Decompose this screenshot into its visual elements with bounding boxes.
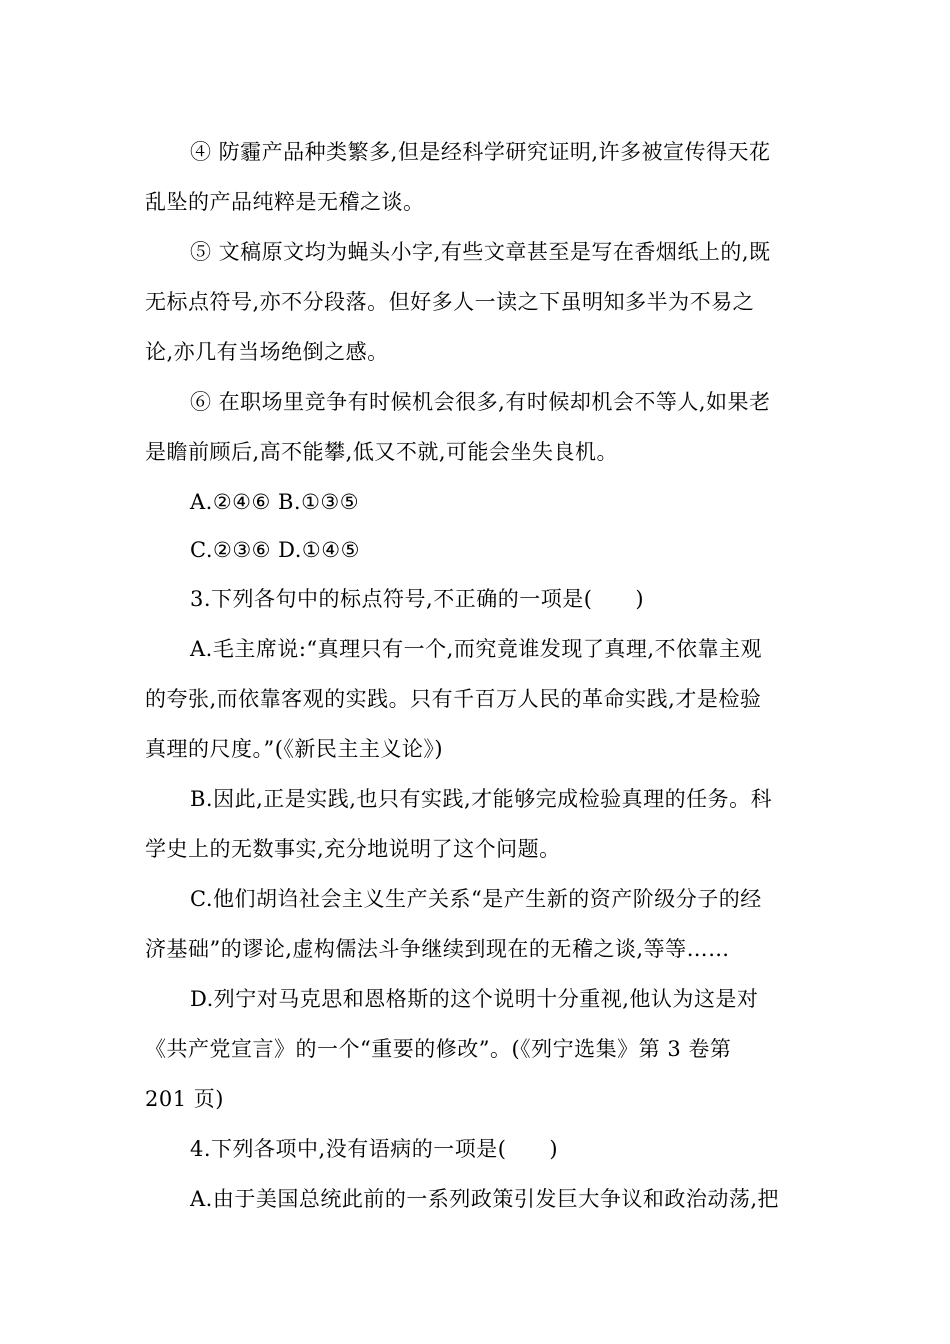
option-line-2: C.②③⑥ D.①④⑤ [190, 538, 360, 562]
question-4-title: 4.下列各项中,没有语病的一项是( ) [190, 1137, 559, 1161]
text-line-12: 的夸张,而依靠客观的实践。只有千百万人民的革命实践,才是检验 [145, 687, 762, 711]
text-line-17: 济基础”的谬论,虚构儒法斗争继续到现在的无稽之谈,等等…… [145, 937, 730, 961]
text-line-14: B.因此,正是实践,也只有实践,才能够完成检验真理的任务。科 [190, 787, 773, 811]
text-line-22: A.由于美国总统此前的一系列政策引发巨大争议和政治动荡,把 [190, 1187, 780, 1211]
option-line-1: A.②④⑥ B.①③⑤ [190, 490, 360, 514]
text-line-5: 论,亦几有当场绝倒之感。 [145, 340, 389, 364]
text-line-4: 无标点符号,亦不分段落。但好多人一读之下虽明知多半为不易之 [145, 290, 755, 314]
text-line-19: 《共产党宣言》的一个“重要的修改”。(《列宁选集》第 3 卷第 [145, 1037, 732, 1061]
text-line-15: 学史上的无数事实,充分地说明了这个问题。 [145, 837, 561, 861]
text-line-3: ⑤ 文稿原文均为蝇头小字,有些文章甚至是写在香烟纸上的,既 [190, 240, 771, 264]
text-line-20: 201 页) [145, 1087, 224, 1111]
text-line-13: 真理的尺度。”(《新民主主义论》) [145, 737, 444, 761]
text-line-11: A.毛主席说:“真理只有一个,而究竟谁发现了真理,不依靠主观 [190, 637, 763, 661]
text-line-1: ④ 防霾产品种类繁多,但是经科学研究证明,许多被宣传得天花 [190, 140, 771, 164]
text-line-7: 是瞻前顾后,高不能攀,低又不就,可能会坐失良机。 [145, 440, 619, 464]
text-line-2: 乱坠的产品纯粹是无稽之谈。 [145, 190, 425, 214]
text-line-6: ⑥ 在职场里竞争有时候机会很多,有时候却机会不等人,如果老 [190, 390, 771, 414]
text-line-18: D.列宁对马克思和恩格斯的这个说明十分重视,他认为这是对 [190, 987, 759, 1011]
text-line-16: C.他们胡诌社会主义生产关系“是产生新的资产阶级分子的经 [190, 887, 762, 911]
question-3-title: 3.下列各句中的标点符号,不正确的一项是( ) [190, 587, 645, 611]
